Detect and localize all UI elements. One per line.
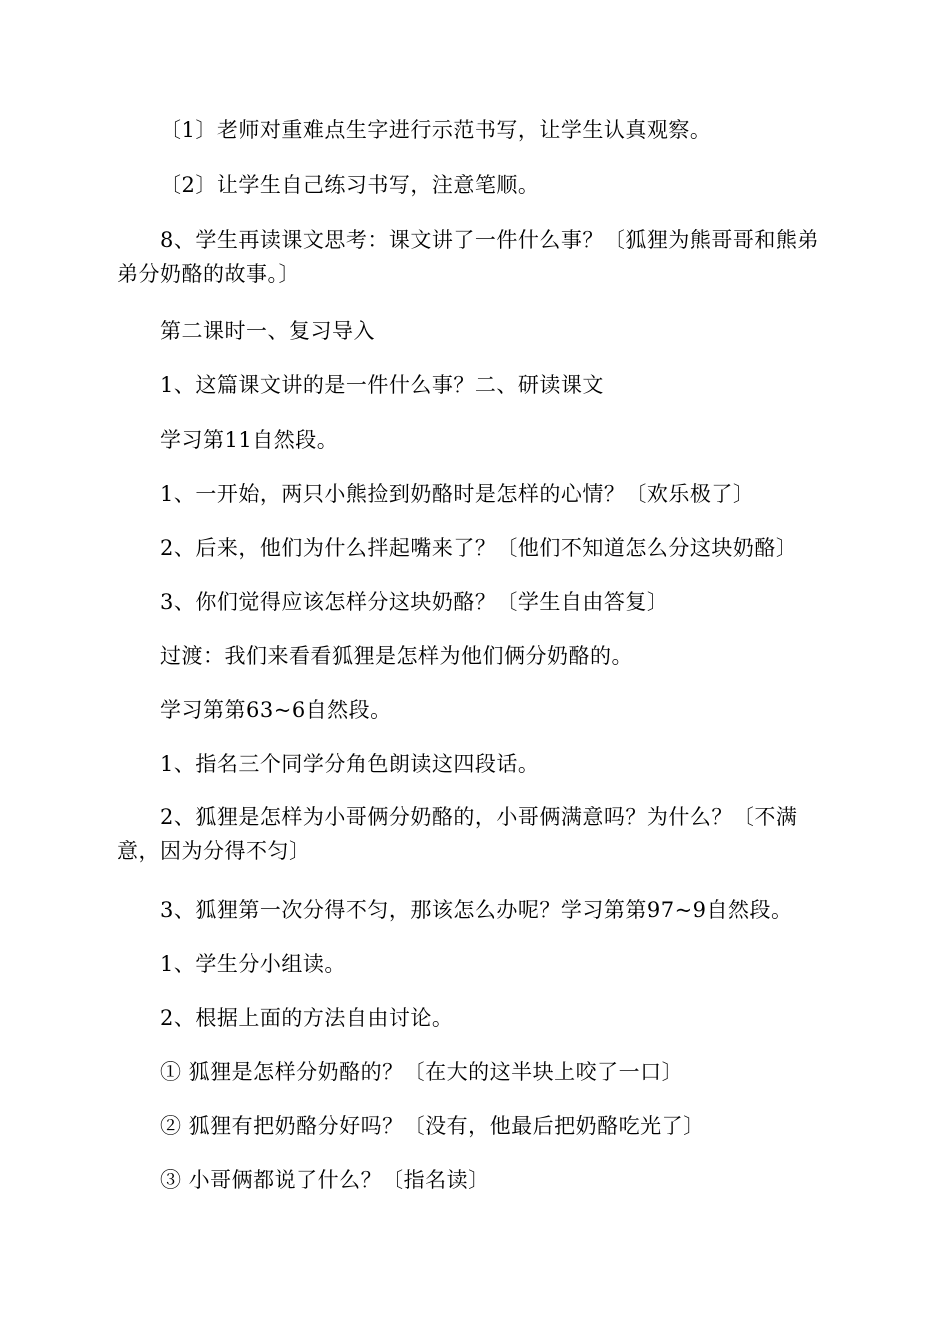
paragraph-2: 〔2〕让学生自己练习书写，注意笔顺。	[160, 173, 540, 197]
paragraph-14: 3、狐狸第一次分得不匀，那该怎么办呢？学习第第97~9自然段。	[160, 898, 793, 922]
paragraph-1: 〔1〕老师对重难点生字进行示范书写，让学生认真观察。	[160, 118, 712, 142]
paragraph-8: 2、后来，他们为什么拌起嘴来了？〔他们不知道怎么分这块奶酪〕	[160, 536, 798, 560]
paragraph-15: 1、学生分小组读。	[160, 952, 346, 976]
paragraph-16: 2、根据上面的方法自由讨论。	[160, 1006, 454, 1030]
paragraph-10: 过渡：我们来看看狐狸是怎样为他们俩分奶酪的。	[160, 644, 633, 668]
paragraph-13: 2、狐狸是怎样为小哥俩分奶酪的，小哥俩满意吗？为什么？〔不满意，因为分得不匀〕	[117, 805, 798, 863]
paragraph-6: 学习第11自然段。	[160, 428, 339, 452]
paragraph-18: ② 狐狸有把奶酪分好吗？〔没有，他最后把奶酪吃光了〕	[160, 1114, 705, 1138]
paragraph-4: 第二课时一、复习导入	[160, 319, 375, 343]
paragraph-12: 1、指名三个同学分角色朗读这四段话。	[160, 752, 540, 776]
paragraph-5: 1、这篇课文讲的是一件什么事？二、研读课文	[160, 373, 604, 397]
paragraph-19: ③ 小哥俩都说了什么？〔指名读〕	[160, 1168, 490, 1192]
paragraph-9: 3、你们觉得应该怎样分这块奶酪？〔学生自由答复〕	[160, 590, 669, 614]
paragraph-17: ① 狐狸是怎样分奶酪的？〔在大的这半块上咬了一口〕	[160, 1060, 684, 1084]
paragraph-3: 8、学生再读课文思考：课文讲了一件什么事？〔狐狸为熊哥哥和熊弟弟分奶酪的故事。〕	[117, 228, 819, 286]
paragraph-7: 1、一开始，两只小熊捡到奶酪时是怎样的心情？〔欢乐极了〕	[160, 482, 755, 506]
paragraph-11: 学习第第63~6自然段。	[160, 698, 392, 722]
